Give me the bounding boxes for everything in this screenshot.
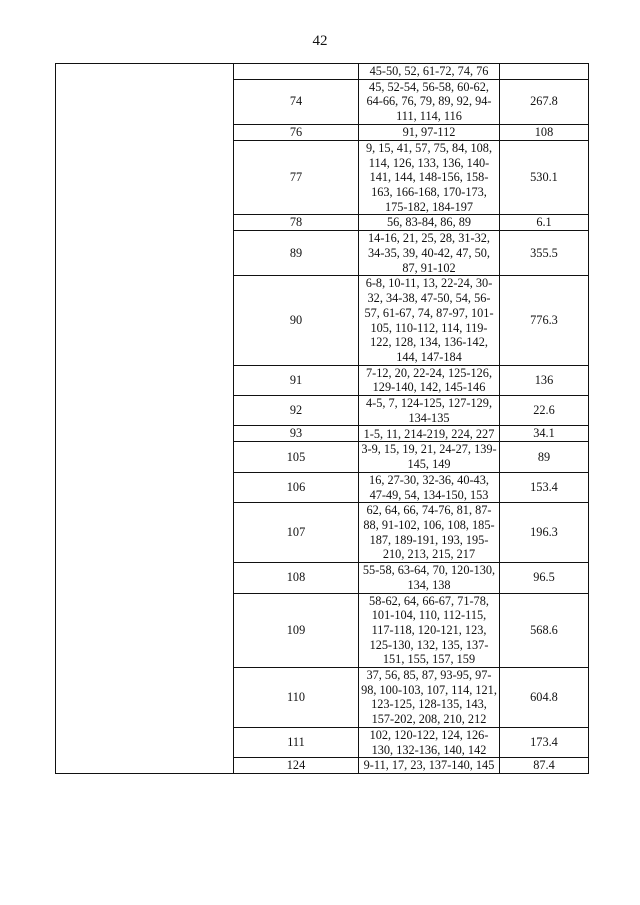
data-table-wrap (55, 63, 589, 774)
allotment-list-cell: 16, 27-30, 32-36, 40-43, 47-49, 54, 134-150, 153 (359, 472, 500, 502)
area-cell: 87.4 (500, 758, 589, 774)
allotment-list-cell: 102, 120-122, 124, 126-130, 132-136, 140, 142 (359, 727, 500, 757)
quarter-number-cell: 77 (234, 140, 359, 215)
area-cell: 96.5 (500, 563, 589, 593)
area-cell: 153.4 (500, 472, 589, 502)
quarter-number-cell: 110 (234, 668, 359, 728)
quarter-number-cell: 78 (234, 215, 359, 231)
quarter-number-cell: 76 (234, 124, 359, 140)
allotment-list-cell: 3-9, 15, 19, 21, 24-27, 139-145, 149 (359, 442, 500, 472)
quarter-number-cell: 92 (234, 396, 359, 426)
area-cell: 89 (500, 442, 589, 472)
area-cell: 6.1 (500, 215, 589, 231)
allotment-list-cell: 45, 52-54, 56-58, 60-62, 64-66, 76, 79, 89, 92, 94-111, 114, 116 (359, 79, 500, 124)
area-cell: 568.6 (500, 593, 589, 668)
quarter-number-cell: 124 (234, 758, 359, 774)
quarter-number-cell: 107 (234, 503, 359, 563)
allotment-list-cell: 45-50, 52, 61-72, 74, 76 (359, 64, 500, 80)
area-cell: 267.8 (500, 79, 589, 124)
allotment-list-cell: 14-16, 21, 25, 28, 31-32, 34-35, 39, 40-42, 47, 50, 87, 91-102 (359, 231, 500, 276)
allotment-list-cell: 9, 15, 41, 57, 75, 84, 108, 114, 126, 133, 136, 140-141, 144, 148-156, 158-163, 166-168, 170-173, 175-182, 184-197 (359, 140, 500, 215)
allotment-list-cell: 56, 83-84, 86, 89 (359, 215, 500, 231)
table-row (56, 64, 589, 80)
area-cell: 136 (500, 365, 589, 395)
allotment-list-cell: 55-58, 63-64, 70, 120-130, 134, 138 (359, 563, 500, 593)
quarter-number-cell: 90 (234, 276, 359, 365)
area-cell: 196.3 (500, 503, 589, 563)
page-number: 42 (312, 33, 328, 49)
quarter-number-cell: 74 (234, 79, 359, 124)
area-cell: 173.4 (500, 727, 589, 757)
area-cell: 604.8 (500, 668, 589, 728)
quarter-number-cell (234, 64, 359, 80)
allotment-list-cell: 9-11, 17, 23, 137-140, 145 (359, 758, 500, 774)
area-cell: 355.5 (500, 231, 589, 276)
quarter-number-cell: 106 (234, 472, 359, 502)
quarter-number-cell: 93 (234, 426, 359, 442)
allotment-list-cell: 6-8, 10-11, 13, 22-24, 30-32, 34-38, 47-50, 54, 56-57, 61-67, 74, 87-97, 101-105, 110-112, 114, 119-122, 128, 134, 136-142, 144, 147-184 (359, 276, 500, 365)
allotment-list-cell: 37, 56, 85, 87, 93-95, 97-98, 100-103, 107, 114, 121, 123-125, 128-135, 143, 157-202, 208, 210, 212 (359, 668, 500, 728)
quarter-number-cell: 109 (234, 593, 359, 668)
allotment-list-cell: 62, 64, 66, 74-76, 81, 87-88, 91-102, 106, 108, 185-187, 189-191, 193, 195-210, 213, 215, 217 (359, 503, 500, 563)
allotment-list-cell: 7-12, 20, 22-24, 125-126, 129-140, 142, 145-146 (359, 365, 500, 395)
region-cell (56, 64, 234, 774)
area-cell: 776.3 (500, 276, 589, 365)
allotment-list-cell: 58-62, 64, 66-67, 71-78, 101-104, 110, 112-115, 117-118, 120-121, 123, 125-130, 132, 135, 137-151, 155, 157, 159 (359, 593, 500, 668)
area-cell (500, 64, 589, 80)
quarter-number-cell: 91 (234, 365, 359, 395)
area-cell: 530.1 (500, 140, 589, 215)
area-cell: 22.6 (500, 396, 589, 426)
quarter-number-cell: 111 (234, 727, 359, 757)
quarter-number-cell: 108 (234, 563, 359, 593)
allotment-list-cell: 1-5, 11, 214-219, 224, 227 (359, 426, 500, 442)
area-cell: 34.1 (500, 426, 589, 442)
allotment-list-cell: 91, 97-112 (359, 124, 500, 140)
area-cell: 108 (500, 124, 589, 140)
quarter-number-cell: 89 (234, 231, 359, 276)
quarter-number-cell: 105 (234, 442, 359, 472)
data-table (55, 63, 589, 774)
allotment-list-cell: 4-5, 7, 124-125, 127-129, 134-135 (359, 396, 500, 426)
